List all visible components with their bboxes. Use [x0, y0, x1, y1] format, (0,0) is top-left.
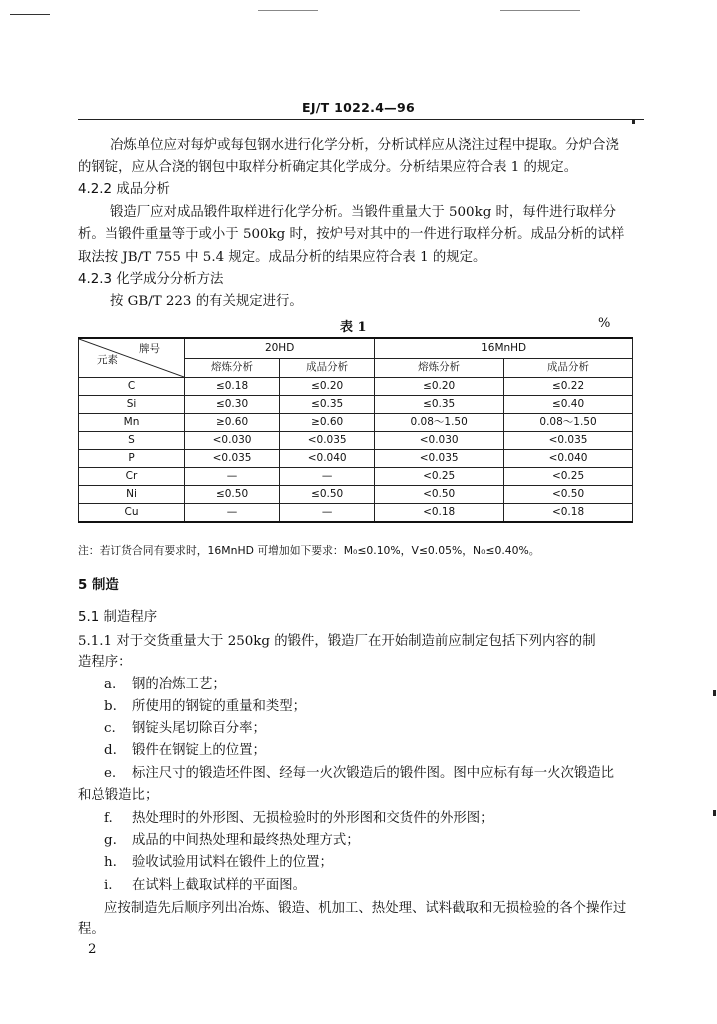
corner-label-grade: 牌号	[139, 343, 160, 355]
list-label: i.	[104, 878, 113, 893]
element-cell: Si	[79, 396, 185, 414]
value-cell: ≤0.35	[280, 396, 375, 414]
value-cell: ≤0.22	[504, 378, 633, 396]
value-cell: <0.040	[504, 450, 633, 468]
corner-diagonal	[79, 339, 184, 377]
table-row	[79, 396, 633, 414]
subsection-heading-4-2-3: 4.2.3 化学成分分析方法	[78, 272, 224, 287]
paragraph-line: 冶炼单位应对每炉或每包钢水进行化学分析，分析试样应从浇注过程中提取。分炉合浇	[110, 138, 619, 153]
value-cell: —	[280, 468, 375, 486]
header-rule	[78, 119, 644, 120]
value-cell: ≥0.60	[185, 414, 280, 432]
value-cell: ≤0.20	[375, 378, 504, 396]
table-row	[79, 432, 633, 450]
element-cell: Mn	[79, 414, 185, 432]
value-cell: <0.040	[280, 450, 375, 468]
paragraph-line: 应按制造先后顺序列出冶炼、锻造、机加工、热处理、试料截取和无损检验的各个操作过	[104, 901, 627, 916]
list-label: d.	[104, 743, 117, 758]
paragraph-line: 5.1.1 对于交货重量大于 250kg 的锻件，锻造厂在开始制造前应制定包括下列内容的制	[78, 634, 596, 649]
scan-artifact-mark	[632, 120, 635, 124]
grade-header: 20HD	[185, 338, 375, 358]
value-cell: —	[185, 504, 280, 523]
value-cell: <0.50	[375, 486, 504, 504]
section-heading-5: 5 制造	[78, 578, 119, 593]
list-label: f.	[104, 811, 113, 826]
chemical-composition-table	[78, 337, 633, 523]
value-cell: <0.18	[504, 504, 633, 523]
document-header: EJ/T 1022.4—96	[302, 100, 415, 115]
scan-artifact-mark	[713, 690, 716, 696]
column-subheader: 成品分析	[280, 358, 375, 377]
scan-artifact-line	[500, 10, 580, 11]
column-subheader: 熔炼分析	[185, 358, 280, 377]
paragraph-line: 锻造厂应对成品锻件取样进行化学分析。当锻件重量大于 500kg 时，每件进行取样分	[110, 205, 617, 220]
value-cell: ≥0.60	[280, 414, 375, 432]
list-item: 成品的中间热处理和最终热处理方式；	[132, 833, 360, 848]
element-cell: C	[79, 378, 185, 396]
table-corner-cell	[79, 338, 185, 378]
column-subheader: 成品分析	[504, 358, 633, 377]
scan-artifact-line	[10, 14, 50, 15]
table-row	[79, 468, 633, 486]
list-item: 钢的冶炼工艺；	[132, 677, 226, 692]
table-row	[79, 378, 633, 396]
table-note: 注：若订货合同有要求时，16MnHD 可增加如下要求：M₀≤0.10%，V≤0.05%，N₀≤0.40%。	[78, 544, 540, 557]
table-row	[79, 486, 633, 504]
list-label: b.	[104, 699, 117, 714]
value-cell: ≤0.20	[280, 378, 375, 396]
column-subheader: 熔炼分析	[375, 358, 504, 377]
element-cell: P	[79, 450, 185, 468]
subsection-heading-4-2-2: 4.2.2 成品分析	[78, 182, 170, 197]
value-cell: —	[280, 504, 375, 523]
paragraph-line: 取法按 JB/T 755 中 5.4 规定。成品分析的结果应符合表 1 的规定。	[78, 250, 487, 265]
value-cell: ≤0.18	[185, 378, 280, 396]
paragraph-line: 按 GB/T 223 的有关规定进行。	[110, 294, 303, 309]
value-cell: —	[185, 468, 280, 486]
table-unit: %	[598, 316, 611, 331]
value-cell: 0.08～1.50	[504, 414, 633, 432]
list-item-continuation: 和总锻造比；	[78, 788, 159, 803]
value-cell: <0.25	[375, 468, 504, 486]
value-cell: <0.030	[185, 432, 280, 450]
value-cell: <0.035	[504, 432, 633, 450]
list-label: e.	[104, 766, 117, 781]
value-cell: 0.08～1.50	[375, 414, 504, 432]
value-cell: <0.030	[375, 432, 504, 450]
value-cell: <0.50	[504, 486, 633, 504]
value-cell: ≤0.50	[185, 486, 280, 504]
value-cell: <0.25	[504, 468, 633, 486]
page-number: 2	[88, 942, 97, 957]
value-cell: ≤0.40	[504, 396, 633, 414]
list-item: 钢锭头尾切除百分率；	[132, 721, 266, 736]
element-cell: Cu	[79, 504, 185, 523]
list-label: a.	[104, 677, 117, 692]
grade-header: 16MnHD	[375, 338, 633, 358]
value-cell: ≤0.35	[375, 396, 504, 414]
value-cell: <0.035	[280, 432, 375, 450]
scan-artifact-line	[258, 10, 318, 11]
list-item: 标注尺寸的锻造坯件图、经每一火次锻造后的锻件图。图中应标有每一火次锻造比	[132, 766, 615, 781]
table-caption: 表 1	[340, 320, 367, 335]
paragraph-line: 的钢锭，应从合浇的钢包中取样分析确定其化学成分。分析结果应符合表 1 的规定。	[78, 160, 578, 175]
value-cell: <0.18	[375, 504, 504, 523]
value-cell: ≤0.30	[185, 396, 280, 414]
value-cell: <0.035	[375, 450, 504, 468]
list-item: 在试料上截取试样的平面图。	[132, 878, 307, 893]
list-label: h.	[104, 855, 117, 870]
element-cell: Ni	[79, 486, 185, 504]
list-item: 锻件在钢锭上的位置；	[132, 743, 266, 758]
element-cell: S	[79, 432, 185, 450]
list-label: c.	[104, 721, 116, 736]
table-row	[79, 414, 633, 432]
table-row	[79, 504, 633, 523]
list-item: 所使用的钢锭的重量和类型；	[132, 699, 307, 714]
list-item: 验收试验用试料在锻件上的位置；	[132, 855, 333, 870]
value-cell: ≤0.50	[280, 486, 375, 504]
list-item: 热处理时的外形图、无损检验时的外形图和交货件的外形图；	[132, 811, 494, 826]
paragraph-line: 造程序：	[78, 655, 132, 670]
list-label: g.	[104, 833, 117, 848]
element-cell: Cr	[79, 468, 185, 486]
value-cell: <0.035	[185, 450, 280, 468]
subsection-heading-5-1: 5.1 制造程序	[78, 610, 158, 625]
paragraph-line: 析。当锻件重量等于或小于 500kg 时，按炉号对其中的一件进行取样分析。成品分析的试样	[78, 227, 625, 242]
table-row	[79, 450, 633, 468]
paragraph-line: 程。	[78, 922, 105, 937]
scan-artifact-mark	[713, 810, 716, 816]
corner-label-element: 元素	[97, 354, 118, 366]
